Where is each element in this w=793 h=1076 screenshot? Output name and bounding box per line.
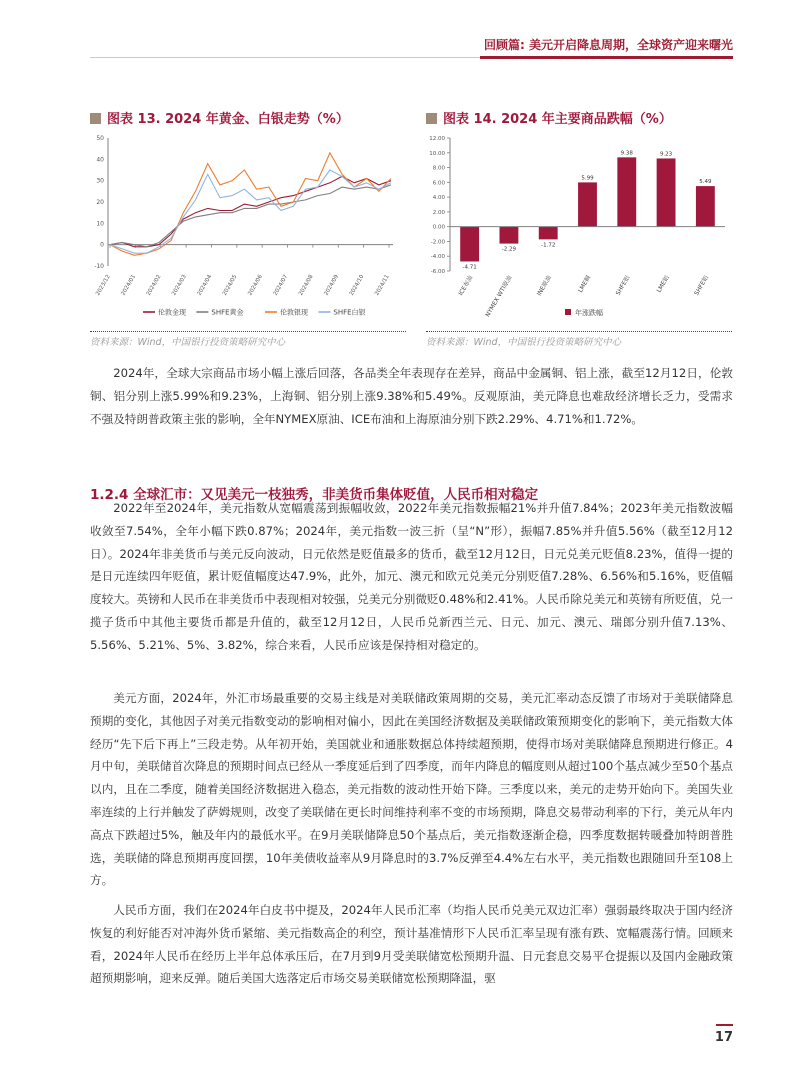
x-category-label: LME铜 bbox=[577, 274, 593, 294]
y-tick-label: -6.00 bbox=[430, 269, 445, 275]
y-tick-label: 10 bbox=[96, 220, 104, 228]
x-category-label: INE原油 bbox=[535, 274, 553, 298]
x-tick-label: 2024/05 bbox=[221, 274, 239, 297]
bar bbox=[460, 227, 479, 262]
page-number: 17 bbox=[714, 1030, 733, 1045]
section-heading: 1.2.4 全球汇市：又见美元一枝独秀，非美货币集体贬值，人民币相对稳定 bbox=[90, 487, 539, 503]
x-tick-label: 2024/10 bbox=[348, 274, 366, 297]
data-label: -1.72 bbox=[541, 242, 556, 249]
y-tick-label: 30 bbox=[96, 177, 104, 185]
figure-marker-icon bbox=[426, 113, 437, 124]
paragraph-rmb: 人民币方面，我们在2024年白皮书中提及，2024年人民币汇率（均指人民币兑美元双边汇率）强弱最终取决于国内经济恢复的利好能否对冲海外货币紧缩、美元指数高企的利空，预计基准情形下人民币汇率呈现有涨有跌、宽幅震荡行情。回顾来看，2024年人民币在经历上半年总体承压后，在7月到9月受美联储宽松预期升温、日元套息交易平仓提振以及国内金融政策超预期影响，迎来反弹。随后美国大选落定后市场交易美联储宽松预期降温，驱 bbox=[90, 903, 733, 986]
data-label: 5.99 bbox=[581, 175, 594, 182]
legend-label: 伦敦银现 bbox=[280, 308, 308, 317]
bar bbox=[539, 227, 558, 240]
data-label: -2.29 bbox=[501, 246, 517, 253]
bar bbox=[578, 182, 597, 226]
y-tick-label: 0 bbox=[100, 241, 104, 249]
y-tick-label: 10.00 bbox=[429, 150, 445, 157]
y-tick-label: -4.00 bbox=[430, 254, 445, 261]
running-header-title: 回顾篇: 美元开启降息周期，全球资产迎来曙光 bbox=[484, 38, 733, 52]
y-tick-label: -10 bbox=[94, 263, 104, 270]
x-tick-label: 2024/11 bbox=[374, 274, 391, 297]
x-tick-label: 2024/03 bbox=[171, 274, 188, 297]
figure-13-title-text: 图表 13. 2024 年黄金、白银走势（%） bbox=[107, 112, 349, 127]
x-tick-label: 2024/09 bbox=[323, 274, 341, 297]
legend-label: SHFE黄金 bbox=[211, 308, 244, 317]
figure-13-divider bbox=[90, 331, 406, 332]
x-category-label: SHFE铝 bbox=[693, 274, 711, 297]
y-tick-label: 20 bbox=[96, 199, 104, 206]
bar bbox=[657, 158, 676, 226]
legend-swatch bbox=[565, 309, 571, 315]
x-category-label: SHFE铝 bbox=[614, 274, 632, 297]
data-label: -4.71 bbox=[462, 264, 477, 271]
series-line-1 bbox=[110, 176, 391, 246]
header-divider bbox=[90, 57, 480, 58]
header-accent-bar bbox=[480, 56, 733, 59]
bar bbox=[696, 186, 715, 227]
x-tick-label: 2024/06 bbox=[247, 274, 264, 297]
y-tick-label: 2.00 bbox=[432, 209, 445, 216]
x-tick-label: 2024/02 bbox=[145, 274, 163, 297]
y-tick-label: 12.00 bbox=[429, 136, 445, 142]
x-category-label: NYMEX WTI原油 bbox=[484, 274, 514, 319]
y-tick-label: 50 bbox=[96, 135, 104, 142]
gold-silver-line-chart bbox=[88, 128, 413, 328]
figure-13-title bbox=[90, 108, 349, 127]
figure-13-source: 资料来源：Wind，中国银行投资策略研究中心 bbox=[90, 337, 286, 348]
y-tick-label: 40 bbox=[96, 156, 104, 164]
y-tick-label: 0.00 bbox=[432, 224, 445, 231]
paragraph-usd: 美元方面，2024年，外汇市场最重要的交易主线是对美联储政策周期的交易，美元汇率动态反馈了市场对于美联储降息预期的变化，其他因子对美元指数变动的影响相对偏小，因此在美国经济数据及美联储政策预期变化的影响下，美元指数大体经历“先下后下再上”三段走势。从年初开始，美国就业和通胀数据总体持续超预期，使得市场对美联储降息预期进行修正。4月中旬，美联储首次降息的预期时间点已经从一季度延后到了四季度，而年内降息的幅度则从超过100个基点减少至50个基点以内，且在二季度，随着美国经济数据进入稳态，美元指数的波动性开始下降。三季度以来，美元的走势开始向下。美国失业率连续的上行并触发了萨姆规则，改变了美联储在更长时间维持利率不变的市场预期，降息交易带动利率的下行，美元从年内高点下跌超过5%，触及年内的最低水平。在9月美联储降息50个基点后，美元指数逐渐企稳，四季度数据转暖叠加特朗普胜选，美联储的降息预期再度回摆，10年美债收益率从9月降息时的3.7%反弹至4.4%左右水平，美元指数也跟随回升至108上方。 bbox=[90, 691, 733, 888]
legend-label: 年涨跌幅 bbox=[575, 309, 603, 317]
commodity-change-bar-chart bbox=[420, 128, 735, 328]
legend-label: 伦敦金现 bbox=[158, 308, 186, 317]
y-tick-label: 6.00 bbox=[432, 180, 445, 187]
bar bbox=[500, 227, 519, 244]
x-tick-label: 2024/04 bbox=[196, 274, 214, 297]
y-tick-label: 4.00 bbox=[432, 195, 445, 202]
paragraph-commodities: 2024年，全球大宗商品市场小幅上涨后回落，各品类全年表现存在差异，商品中金属铜、铝上涨，截至12月12日，伦敦铜、铝分别上涨5.99%和9.23%，上海铜、铝分别上涨9.38%和5.49%。反观原油，美元降息也难敌经济增长乏力，受需求不强及特朗普政策主张的影响，全年NYMEX原油、ICE布油和上海原油分别下跌2.29%、4.71%和1.72%。 bbox=[90, 366, 733, 426]
figure-14-title bbox=[426, 108, 672, 127]
bar bbox=[617, 157, 636, 226]
legend-label: SHFE白银 bbox=[333, 308, 366, 317]
x-tick-label: 2024/07 bbox=[272, 274, 290, 297]
y-tick-label: -2.00 bbox=[430, 239, 445, 246]
x-tick-label: 2023/12 bbox=[95, 274, 112, 297]
paragraph-fx-overview: 2022年至2024年，美元指数从宽幅震荡到振幅收敛，2022年美元指数振幅21%并升值7.84%；2023年美元指数波幅收敛至7.54%，全年小幅下跌0.87%；2024年，美元指数一波三折（呈“N”形），振幅7.85%并升值5.56%（截至12月12日）。2024年非美货币与美元反向波动，日元依然是贬值最多的货币，截至12月12日，日元兑美元贬值8.23%，值得一提的是日元连续四年贬值，累计贬值幅度达47.9%，此外，加元、澳元和欧元兑美元分别贬值7.28%、6.56%和5.16%，贬值幅度较大。英镑和人民币在非美货币中表现相对较强，兑美元分别微贬0.48%和2.41%。人民币除兑美元和英镑有所贬值，兑一揽子货币中其他主要货币都是升值的，截至12月12日，人民币兑新西兰元、日元、加元、澳元、瑞郎分别升值7.13%、5.56%、5.21%、5%、3.82%，综合来看，人民币应该是保持相对稳定的。 bbox=[90, 501, 733, 652]
x-category-label: LME铝 bbox=[655, 274, 671, 294]
figure-marker-icon bbox=[90, 113, 101, 124]
page-number-rule bbox=[716, 1024, 733, 1026]
data-label: 9.23 bbox=[659, 151, 673, 158]
data-label: 5.49 bbox=[699, 179, 712, 186]
figure-14-source: 资料来源：Wind，中国银行投资策略研究中心 bbox=[426, 337, 622, 348]
x-category-label: ICE布油 bbox=[457, 274, 475, 297]
figure-14-divider bbox=[426, 331, 732, 332]
data-label: 9.38 bbox=[620, 150, 633, 157]
y-tick-label: 8.00 bbox=[432, 165, 445, 172]
series-line-4 bbox=[110, 170, 391, 253]
series-line-3 bbox=[110, 153, 391, 255]
x-tick-label: 2024/01 bbox=[120, 274, 138, 297]
x-tick-label: 2024/08 bbox=[298, 274, 315, 297]
figure-14-title-text: 图表 14. 2024 年主要商品跌幅（%） bbox=[443, 112, 672, 127]
